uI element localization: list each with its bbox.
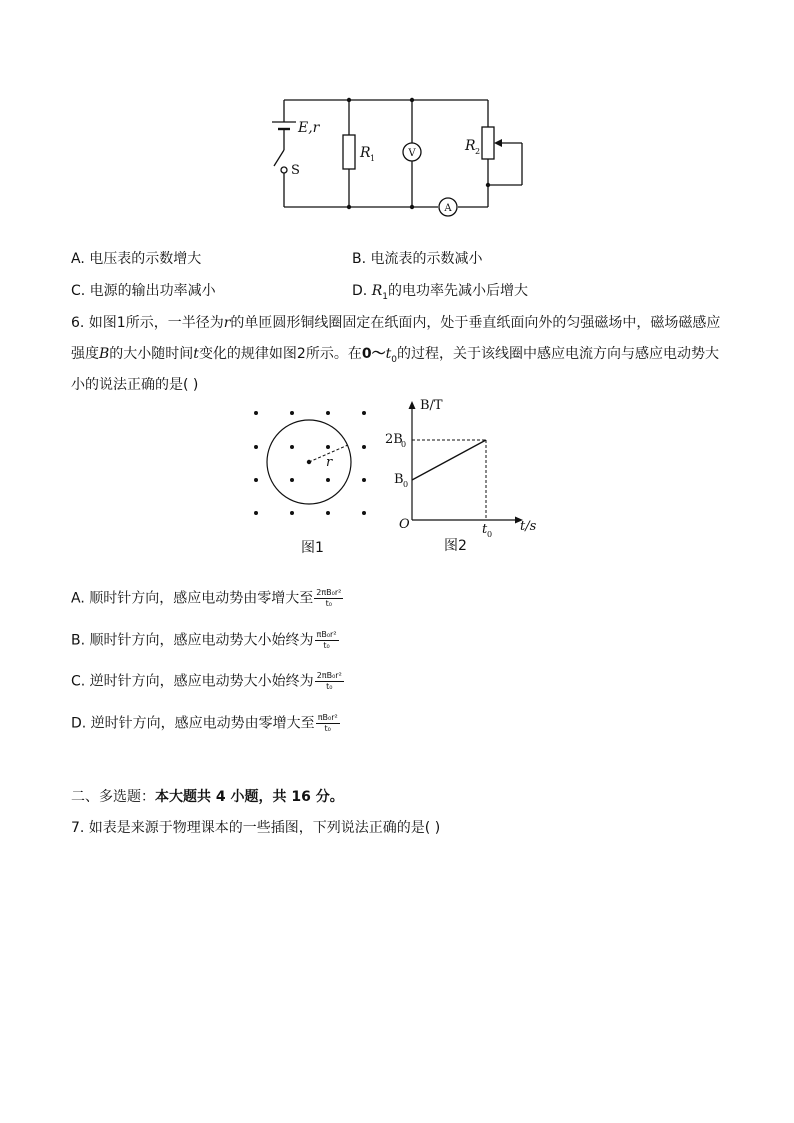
field-dots (254, 411, 366, 515)
q6-text: 的单匝圆形铜线圈固定在纸面内，处于垂直纸面向外的匀强磁场中，磁场磁感应 (230, 315, 721, 331)
field-dot (326, 411, 330, 415)
fraction-numerator: πB₀r² (317, 713, 338, 722)
q6-option-b-text: B. 顺时针方向，感应电动势大小始终为 (71, 632, 314, 649)
field-dot (290, 411, 294, 415)
q5-option-d-sub: 1 (382, 291, 388, 302)
field-dot (362, 478, 366, 482)
q6-option-c[interactable] (71, 671, 344, 692)
q5-option-d[interactable] (352, 281, 528, 307)
r1-label: R (360, 145, 371, 161)
q5-option-a[interactable]: A. 电压表的示数增大 (71, 251, 202, 267)
y-axis-arrow (409, 401, 416, 409)
tick-label-2b0: 2B (385, 432, 403, 447)
field-dot (362, 411, 366, 415)
tick-label-b0: B (394, 472, 404, 487)
tick-sub-t0: 0 (487, 530, 493, 539)
field-dot (254, 411, 258, 415)
source-label: E,r (298, 120, 320, 136)
q6-option-b-fraction (315, 630, 339, 651)
q7-stem: 7. 如表是来源于物理课本的一些插图，下列说法正确的是( ) (71, 820, 441, 836)
tick-label-t0: t (482, 522, 488, 537)
q6-option-d[interactable] (71, 713, 340, 734)
voltmeter-label: V (408, 148, 416, 159)
fraction-denominator: t₀ (324, 724, 331, 733)
q5-option-d-suffix: 的电功率先减小后增大 (387, 283, 528, 299)
section-heading-prefix: 二、多选题： (71, 789, 155, 805)
tick-sub-b0: 0 (403, 480, 409, 489)
q6-var-b: B (99, 346, 110, 362)
q5-option-d-var: R (371, 283, 383, 299)
q6-stem-line3: 小的说法正确的是( ) (71, 377, 199, 393)
q6-figures (0, 395, 794, 565)
junction-dot (347, 205, 351, 209)
switch-lever (274, 150, 284, 166)
q6-option-c-text: C. 逆时针方向，感应电动势大小始终为 (71, 673, 314, 690)
q5-option-b[interactable]: B. 电流表的示数减小 (352, 251, 483, 267)
r2-label: R (465, 138, 476, 154)
q6-range-t: t (385, 346, 392, 362)
q6-text: 的过程，关于该线圈中感应电流方向与感应电动势大 (396, 346, 719, 362)
tick-sub-2b0: 0 (401, 440, 407, 449)
field-dot (254, 511, 258, 515)
q6-option-a-text: A. 顺时针方向，感应电动势由零增大至 (71, 590, 314, 607)
q6-option-b[interactable] (71, 630, 339, 651)
q6-range-sub: 0 (391, 354, 397, 365)
field-dot (362, 511, 366, 515)
r2-subscript: 2 (475, 147, 481, 156)
q6-var-t: t (193, 346, 199, 362)
fraction-denominator: t₀ (325, 599, 332, 608)
q5-option-d-prefix: D. (352, 283, 372, 299)
y-axis-label: B/T (420, 398, 443, 413)
rheostat-arrow (494, 139, 502, 147)
q6-text: 变化的规律如图2所示。在 (198, 346, 362, 362)
q6-range-start: 0～ (361, 346, 386, 362)
ammeter-label: A (444, 203, 452, 214)
b-t-line (412, 440, 486, 480)
field-dot (290, 511, 294, 515)
switch-label: S (291, 163, 300, 178)
q6-option-a-fraction (314, 588, 343, 609)
radius-label: r (326, 455, 333, 470)
x-axis-label: t/s (520, 519, 537, 534)
q6-text: 6. 如图1所示，一半径为 (71, 315, 224, 331)
field-dot (290, 478, 294, 482)
q6-option-d-text: D. 逆时针方向，感应电动势由零增大至 (71, 715, 315, 732)
section-heading (71, 787, 344, 807)
r1-resistor (343, 135, 355, 169)
r2-resistor (482, 127, 494, 159)
q6-option-c-fraction (315, 671, 344, 692)
field-dot (326, 445, 330, 449)
q6-option-a[interactable] (71, 588, 343, 609)
fig1-caption: 图1 (301, 540, 324, 556)
fraction-denominator: t₀ (326, 682, 333, 691)
field-dot (254, 478, 258, 482)
fig2-caption: 图2 (444, 538, 467, 554)
r1-subscript: 1 (370, 154, 376, 163)
fraction-numerator: 2πB₀r² (316, 671, 342, 680)
junction-dot (347, 98, 351, 102)
junction-dot (410, 205, 414, 209)
field-dot (254, 445, 258, 449)
q6-var-r: r (223, 315, 231, 331)
q6-text: 强度 (71, 346, 99, 362)
switch-contact (281, 167, 287, 173)
field-dot (290, 445, 294, 449)
field-dot (326, 478, 330, 482)
q5-option-c[interactable]: C. 电源的输出功率减小 (71, 283, 216, 299)
q6-stem-line1 (71, 313, 720, 333)
q6-stem-line2 (71, 344, 719, 370)
junction-dot (486, 183, 490, 187)
circuit-diagram (0, 0, 794, 230)
q6-option-d-fraction (316, 713, 340, 734)
fraction-numerator: 2πB₀r² (316, 588, 342, 597)
fraction-numerator: πB₀r² (316, 630, 337, 639)
section-heading-bold: 本大题共 4 小题，共 16 分。 (155, 789, 344, 805)
field-dot (362, 445, 366, 449)
origin-label: O (399, 517, 410, 532)
junction-dot (410, 98, 414, 102)
fraction-denominator: t₀ (323, 641, 330, 650)
field-dot (326, 511, 330, 515)
q6-text: 的大小随时间 (109, 346, 194, 362)
